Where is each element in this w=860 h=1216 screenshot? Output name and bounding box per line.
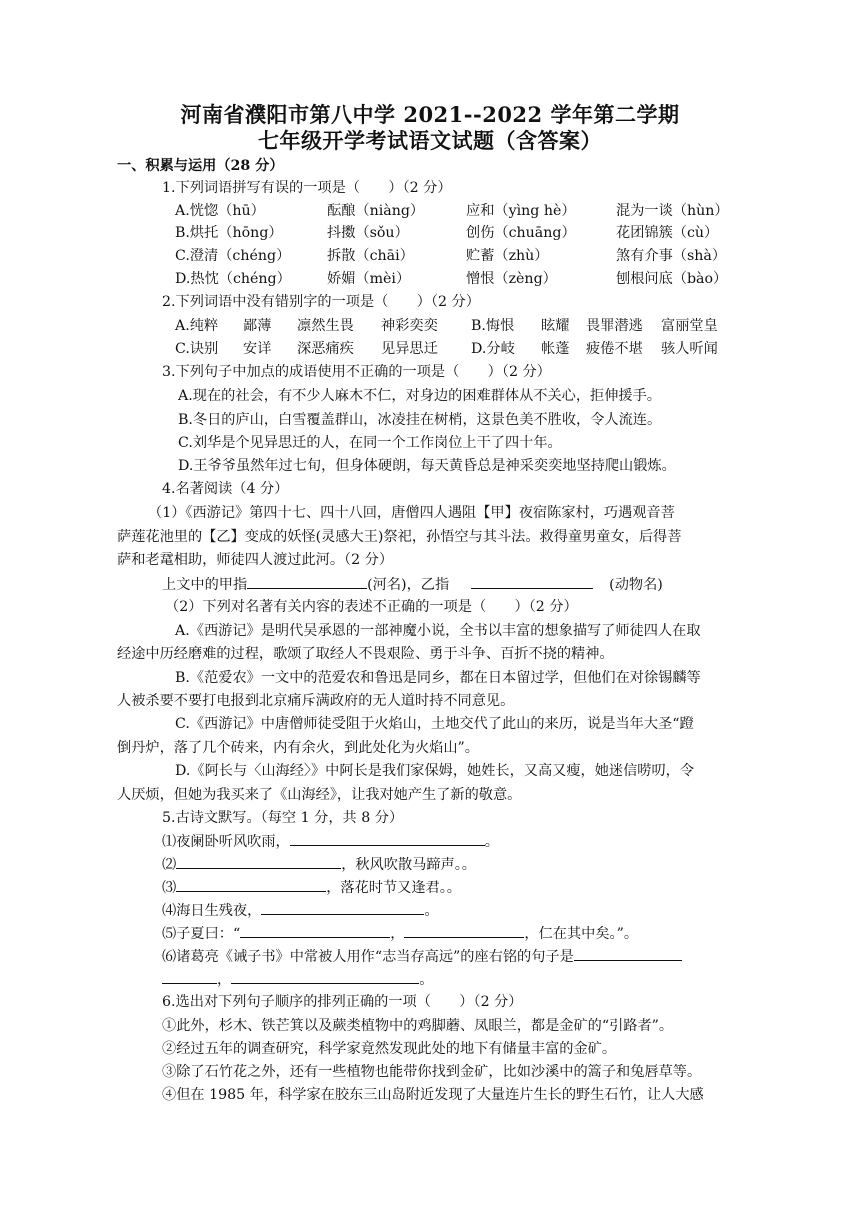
- q4-passage-line: （1）《西游记》第四十七、四十八回，唐僧四人遇阻【甲】夜宿陈家村，巧遇观音菩: [148, 505, 675, 521]
- answer-blank[interactable]: [404, 923, 524, 938]
- q5-line-4: [162, 900, 439, 921]
- q1-option-a-4: 混为一谈（hùn）: [616, 203, 729, 219]
- q4-option-a-line: A.《西游记》是明代吴承恩的一部神魔小说，全书以丰富的想象描写了师徒四人在取: [175, 623, 701, 639]
- q5-stem: 5.古诗文默写。（每空 1 分，共 8 分）: [162, 810, 404, 826]
- q6-sentence-4: ④但在 1985 年，科学家在胶东三山岛附近发现了大量连片生长的野生石竹，让人大感: [162, 1087, 704, 1103]
- q1-stem: 1.下列词语拼写有误的一项是（ ）（2 分）: [162, 180, 452, 196]
- q4-passage-line: 萨和老鼋相助，师徒四人渡过此河。（2 分）: [117, 552, 394, 568]
- q5-line-5-end: ，仁在其中矣。”。: [524, 926, 639, 942]
- section-heading: 一、积累与运用（28 分）: [117, 158, 284, 174]
- q5-line-2-num: ⑵: [162, 857, 177, 873]
- q2-word: 神彩奕奕: [381, 318, 438, 334]
- q4-fill-line: [162, 574, 663, 595]
- answer-blank[interactable]: [240, 923, 390, 938]
- q4-fill-label-a: 上文中的甲指: [162, 577, 248, 593]
- q2-word: B.悔恨: [471, 318, 515, 334]
- q1-option-d-3: 憎恨（zèng）: [466, 271, 557, 287]
- q4-option-d-line: 人厌烦，但她为我买来了《山海经》，让我对她产生了新的敬意。: [117, 787, 522, 803]
- answer-blank[interactable]: [162, 969, 217, 984]
- q1-option-a-3: 应和（yìng hè）: [466, 203, 576, 219]
- q2-word: A.纯粹: [175, 318, 219, 334]
- exam-title-line-2: 七年级开学考试语文试题（含答案）: [258, 128, 602, 153]
- q1-option-c-3: 贮蓄（zhù）: [466, 248, 549, 264]
- q6-sentence-2: ②经过五年的调查研究，科学家竟然发现此处的地下有储量丰富的金矿。: [162, 1041, 617, 1057]
- q6-sentence-3: ③除了石竹花之外，还有一些植物也能带你找到金矿，比如沙溪中的篙子和兔唇草等。: [162, 1064, 702, 1080]
- q5-line-2: [162, 854, 476, 875]
- q5-line-2-text: ，秋风吹散马蹄声。。: [341, 857, 476, 873]
- q4-option-b-line: B.《范爱农》一文中的范爱农和鲁迅是同乡，都在日本留过学，但他们在对徐锡麟等: [175, 670, 701, 686]
- q1-option-a-2: 酝酿（niàng）: [327, 203, 425, 219]
- answer-blank[interactable]: [261, 900, 424, 915]
- q5-line-1: [162, 831, 499, 852]
- answer-blank[interactable]: [247, 574, 367, 589]
- q3-option-c: C.刘华是个见异思迁的人，在同一个工作岗位上干了四十年。: [178, 435, 562, 451]
- q4-option-c-line: C.《西游记》中唐僧师徒受阻于火焰山，土地交代了此山的来历，说是当年大圣“蹬: [175, 716, 694, 732]
- q5-line-6b: [162, 969, 433, 990]
- q4-option-b-line: 人被杀要不要打电报到北京痛斥满政府的无人道时持不同意见。: [117, 693, 515, 709]
- q5-line-3: [162, 877, 461, 898]
- answer-blank[interactable]: [176, 854, 341, 869]
- punct: ，: [390, 926, 405, 942]
- q1-option-d-1: D.热忱（chéng）: [175, 271, 291, 287]
- q1-option-b-3: 创伤（chuāng）: [466, 225, 576, 241]
- q3-option-d: D.王爷爷虽然年过七旬，但身体硬朗，每天黄昏总是神采奕奕地坚持爬山锻炼。: [178, 458, 676, 474]
- q5-line-5: [162, 923, 638, 944]
- punct: 。: [419, 972, 434, 988]
- q3-option-b: B.冬日的庐山，白雪覆盖群山，冰凌挂在树梢，这景色美不胜收，令人流连。: [178, 412, 662, 428]
- q5-line-5-text: ⑸子夏曰：“: [162, 926, 241, 942]
- q4-fill-label-c: (动物名): [609, 577, 663, 593]
- q3-option-a: A.现在的社会，有不少人麻木不仁，对身边的困难群体从不关心，拒伸援手。: [178, 388, 661, 404]
- q5-line-6-text: ⑹诸葛亮《诫子书》中常被人用作“志当存高远”的座右铭的句子是: [162, 949, 574, 965]
- q6-stem: 6.选出对下列句子顺序的排列正确的一项（ ）（2 分）: [162, 994, 523, 1010]
- q2-word: 安详: [243, 341, 272, 357]
- punct: 。: [424, 903, 439, 919]
- q4-fill-label-b: (河名)，乙指: [367, 577, 450, 593]
- q2-word: D.分岐: [471, 341, 515, 357]
- q4-stem: 4.名著阅读（4 分）: [162, 481, 289, 497]
- q1-option-b-1: B.烘托（hōng）: [175, 225, 283, 241]
- q1-option-b-4: 花团锦簇（cù）: [616, 225, 719, 241]
- punct: 。: [484, 834, 499, 850]
- q5-line-1-text: ⑴夜阑卧听风吹雨，: [162, 834, 290, 850]
- q5-line-3-text: ，落花时节又逢君。。: [326, 880, 461, 896]
- answer-blank[interactable]: [290, 831, 485, 846]
- q2-word: C.诀别: [175, 341, 219, 357]
- q2-word: 见异思迁: [381, 341, 438, 357]
- answer-blank[interactable]: [176, 877, 326, 892]
- q2-word: 疲倦不堪: [586, 341, 643, 357]
- q4-part2-stem: （2）下列对名著有关内容的表述不正确的一项是（ ）（2 分）: [165, 599, 578, 615]
- q6-sentence-1: ①此外，杉木、铁芒箕以及蕨类植物中的鸡脚蘑、凤眼兰，都是金矿的“引路者”。: [162, 1018, 674, 1034]
- q4-passage-line: 萨莲花池里的【乙】变成的妖怪(灵感大王)祭祀，孙悟空与其斗法。救得童男童女，后得菩: [117, 529, 682, 545]
- q2-word: 深恶痛疾: [297, 341, 354, 357]
- q1-option-d-2: 娇媚（mèi）: [327, 271, 411, 287]
- q1-option-d-4: 刨根问底（bào）: [616, 271, 728, 287]
- q4-option-d-line: D.《阿长与〈山海经〉》中阿长是我们家保姆，她姓长，又高又瘦，她迷信唠叨，令: [175, 763, 695, 779]
- q3-stem: 3.下列句子中加点的成语使用不正确的一项是（ ）（2 分）: [162, 364, 551, 380]
- q2-word: 凛然生畏: [297, 318, 354, 334]
- q1-option-c-2: 拆散（chāi）: [327, 248, 414, 264]
- punct: ，: [217, 972, 232, 988]
- q5-line-6: [162, 946, 682, 967]
- q2-word: 眩耀: [541, 318, 570, 334]
- q2-word: 畏罪潜逃: [586, 318, 643, 334]
- q1-option-b-2: 抖擞（sǒu）: [327, 225, 409, 241]
- q1-option-c-1: C.澄清（chéng）: [175, 248, 291, 264]
- q4-option-c-line: 倒丹炉，落了几个砖来，内有余火，到此处化为火焰山”。: [117, 740, 479, 756]
- q1-option-c-4: 煞有介事（shà）: [616, 248, 727, 264]
- answer-blank[interactable]: [231, 969, 419, 984]
- q5-line-3-num: ⑶: [162, 880, 177, 896]
- q1-option-a-1: A.恍惚（hū）: [175, 203, 265, 219]
- q5-line-4-text: ⑷海日生残夜，: [162, 903, 262, 919]
- q4-option-a-line: 经途中历经磨难的过程，歌颂了取经人不畏艰险、勇于斗争、百折不挠的精神。: [117, 646, 614, 662]
- q2-stem: 2.下列词语中没有错别字的一项是（ ）（2 分）: [162, 294, 480, 310]
- q2-word: 富丽堂皇: [661, 318, 718, 334]
- q2-word: 鄙薄: [243, 318, 272, 334]
- q2-word: 帐蓬: [541, 341, 570, 357]
- exam-title-line-1: 河南省濮阳市第八中学 2021--2022 学年第二学期: [180, 102, 680, 127]
- answer-blank[interactable]: [471, 574, 593, 589]
- q2-word: 骇人听闻: [661, 341, 718, 357]
- answer-blank[interactable]: [574, 946, 682, 961]
